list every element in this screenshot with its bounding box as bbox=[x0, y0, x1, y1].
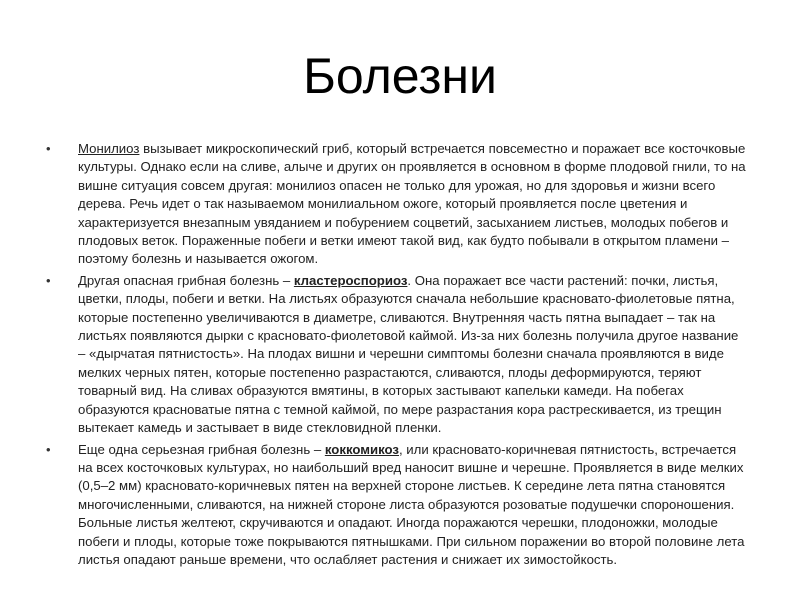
term-kokkomikoz: коккомикоз bbox=[324, 441, 399, 457]
bullet-text-before: Еще одна серьезная грибная болезнь – bbox=[78, 441, 325, 457]
bullet-text-after: , или красновато-коричневая пятнистость, встречается на всех косточковых культурах, но наибольший вред наносит вишне и черешне. Проявляется в виде мелких (0,5–2 мм) красновато-коричневых пятен на верхней стороне листьев. К середине лета пятна становятся многочисленными, сливаются, на нижней стороне листа образуются розоватые подушечки спороношения. Больные листья желтеют, скручиваются и опадают. Иногда поражаются черешки, плодоножки, молодые побеги и плоды, которые тоже покрываются пятнышками. При сильном поражении во второй половине лета листья опадают раньше времени, что ослабляет растения и снижает их зимостойкость. bbox=[78, 441, 745, 567]
term-klasterosporioz: кластероспориоз bbox=[293, 272, 408, 288]
bullet-item-klasterosporioz bbox=[46, 272, 746, 438]
bullet-list bbox=[46, 140, 746, 572]
bullet-dot-icon: • bbox=[46, 272, 51, 288]
bullet-text-after: . Она поражает все части растений: почки, листья, цветки, плоды, побеги и ветки. На листьях образуются сначала небольшие красновато-фиолетовые пятна, которые постепенно увеличиваются в диаметре, сливаются. Внутренняя часть пятна выпадает – так на листьях появляются дырки с красновато-фиолетовой каймой. Из-за них болезнь получила другое название – «дырчатая пятнистость». На плодах вишни и черешни симптомы болезни сначала проявляются в виде мелких черных пятен, которые постепенно разрастаются, сливаются, плоды деформируются, теряют товарный вид. На сливах образуются вмятины, в которых застывают капельки камеди. На побегах образуются красноватые пятна с темной каймой, по мере разрастания кора растрескивается, из трещин вытекает камедь и застывает в виде стекловидной пленки. bbox=[78, 272, 739, 436]
bullet-text-after: вызывает микроскопический гриб, который встречается повсеместно и поражает все косточковые культуры. Однако если на сливе, алыче и других он проявляется в основном в форме плодовой гнили, то на вишне ситуация совсем другая: монилиоз опасен не только для урожая, но для здоровья и жизни всего дерева. Речь идет о так называемом монилиальном ожоге, который проявляется после цветения и характеризуется внезапным увяданием и побурением соцветий, засыханием листьев, молодых побегов и плодовых веток. Пораженные побеги и ветки имеют такой вид, как будто побывали в открытом пламени – поэтому болезнь и называется ожогом. bbox=[78, 141, 746, 267]
bullet-dot-icon: • bbox=[46, 441, 51, 457]
bullet-text-before: Другая опасная грибная болезнь – bbox=[78, 272, 294, 288]
term-monilioz: Монилиоз bbox=[78, 141, 140, 156]
slide-title: Болезни bbox=[303, 48, 497, 104]
bullet-item-kokkomikoz bbox=[46, 441, 746, 570]
bullet-item-monilioz bbox=[46, 140, 746, 269]
bullet-dot-icon: • bbox=[46, 141, 51, 156]
